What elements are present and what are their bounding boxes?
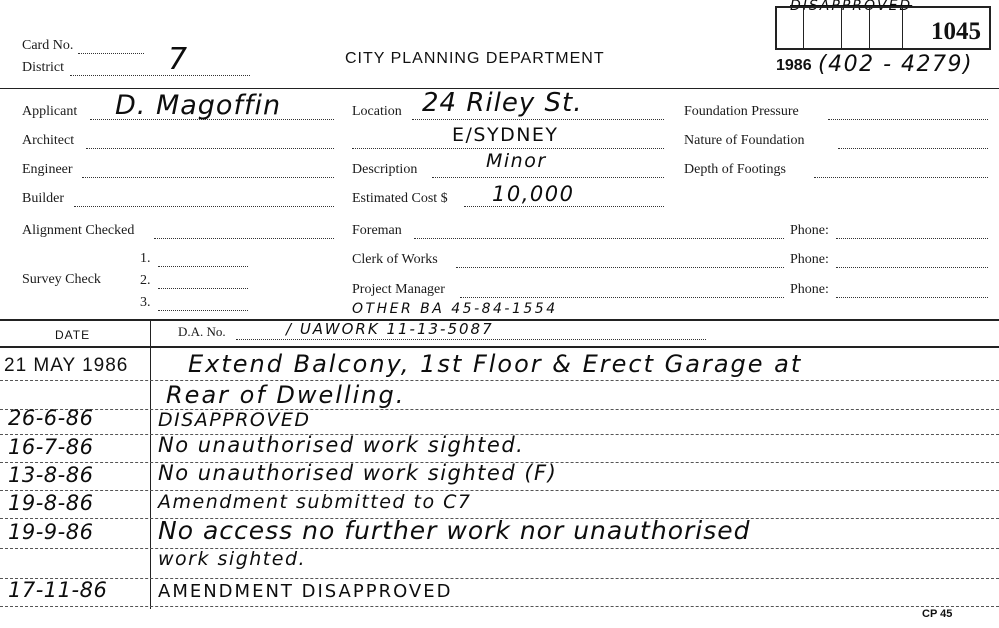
- log-date: 13-8-86: [8, 463, 94, 487]
- cost-line: [464, 206, 664, 207]
- log-date: 16-7-86: [8, 435, 94, 459]
- builder-label: Builder: [22, 191, 64, 206]
- applicant-value: D. Magoffin: [115, 90, 282, 121]
- log-text: No access no further work nor unauthorised: [158, 516, 751, 545]
- engineer-label: Engineer: [22, 162, 73, 177]
- card-number: 1045: [931, 18, 981, 45]
- ruled-line: [0, 578, 999, 579]
- description-value: Minor: [486, 150, 547, 172]
- ruled-line: [0, 548, 999, 549]
- foreman-label: Foreman: [352, 223, 402, 238]
- project-manager-label: Project Manager: [352, 282, 445, 297]
- log-date: 19-8-86: [8, 491, 94, 515]
- foundation-pressure-label: Foundation Pressure: [684, 104, 799, 119]
- location-value: 24 Riley St.: [422, 88, 583, 118]
- phone-label-2: Phone:: [790, 252, 829, 267]
- da-line: [236, 339, 706, 340]
- survey-label: Survey Check: [22, 272, 101, 287]
- survey-3: 3.: [140, 295, 151, 310]
- card-no-label: Card No.: [22, 38, 74, 53]
- form-code: CP 45: [922, 608, 953, 620]
- reference-number: (402 - 4279): [818, 52, 974, 77]
- alignment-label: Alignment Checked: [22, 223, 135, 238]
- ruled-line: [0, 380, 999, 381]
- log-text: DISAPPROVED: [158, 409, 311, 431]
- foundation-pressure-line: [828, 119, 988, 120]
- ruled-line: [0, 409, 999, 410]
- log-text: Amendment submitted to C7: [158, 491, 472, 513]
- cost-value: 10,000: [492, 182, 575, 206]
- district-line: [70, 75, 250, 76]
- alignment-line: [154, 238, 334, 239]
- phone-line-3: [836, 297, 988, 298]
- struck-stamp: DISAPPROVED: [790, 0, 913, 14]
- survey-1-line: [158, 266, 248, 267]
- other-ba-note: OTHER BA 45-84-1554: [352, 301, 558, 317]
- log-date: 21 MAY 1986: [4, 355, 129, 376]
- description-line: [432, 177, 664, 178]
- location-line-2: [352, 148, 664, 149]
- page-title: CITY PLANNING DEPARTMENT: [345, 50, 605, 67]
- phone-label-1: Phone:: [790, 223, 829, 238]
- da-label: D.A. No.: [178, 324, 226, 339]
- district-value: 7: [168, 42, 189, 77]
- cost-label: Estimated Cost $: [352, 191, 448, 206]
- survey-2-line: [158, 288, 248, 289]
- depth-label: Depth of Footings: [684, 162, 786, 177]
- date-column-divider: [150, 319, 151, 609]
- architect-line: [86, 148, 334, 149]
- log-text: AMENDMENT DISAPPROVED: [158, 581, 453, 602]
- year-label: 1986: [776, 57, 812, 74]
- phone-line-1: [836, 238, 988, 239]
- da-value: / UAWORK 11-13-5087: [286, 320, 494, 338]
- date-header: DATE: [55, 328, 91, 342]
- log-date: 26-6-86: [8, 406, 94, 430]
- phone-line-2: [836, 267, 988, 268]
- log-text: No unauthorised work sighted (F): [158, 461, 558, 485]
- log-text: Rear of Dwelling.: [166, 381, 406, 409]
- engineer-line: [82, 177, 334, 178]
- location-line: [412, 119, 664, 120]
- applicant-label: Applicant: [22, 104, 78, 119]
- card-number-boxes: [775, 6, 991, 50]
- description-label: Description: [352, 162, 418, 177]
- builder-line: [74, 206, 334, 207]
- log-date: 17-11-86: [8, 578, 108, 602]
- nature-label: Nature of Foundation: [684, 133, 805, 148]
- card-no-line: [78, 53, 144, 54]
- survey-3-line: [158, 310, 248, 311]
- district-label: District: [22, 60, 64, 75]
- phone-label-3: Phone:: [790, 282, 829, 297]
- ruled-line: [0, 606, 999, 607]
- ruled-line: [0, 490, 999, 491]
- log-text: work sighted.: [158, 548, 307, 570]
- log-text: Extend Balcony, 1st Floor & Erect Garage at: [188, 350, 803, 378]
- clerk-label: Clerk of Works: [352, 252, 438, 267]
- foreman-line: [414, 238, 784, 239]
- log-header-rule: [0, 346, 999, 348]
- location-suburb: E/SYDNEY: [452, 124, 559, 146]
- log-date: 19-9-86: [8, 520, 94, 544]
- nature-line: [838, 148, 988, 149]
- depth-line: [814, 177, 988, 178]
- log-text: No unauthorised work sighted.: [158, 433, 525, 457]
- survey-1: 1.: [140, 251, 151, 266]
- clerk-line: [456, 267, 784, 268]
- location-label: Location: [352, 104, 402, 119]
- architect-label: Architect: [22, 133, 75, 148]
- project-manager-line: [460, 297, 784, 298]
- survey-2: 2.: [140, 273, 151, 288]
